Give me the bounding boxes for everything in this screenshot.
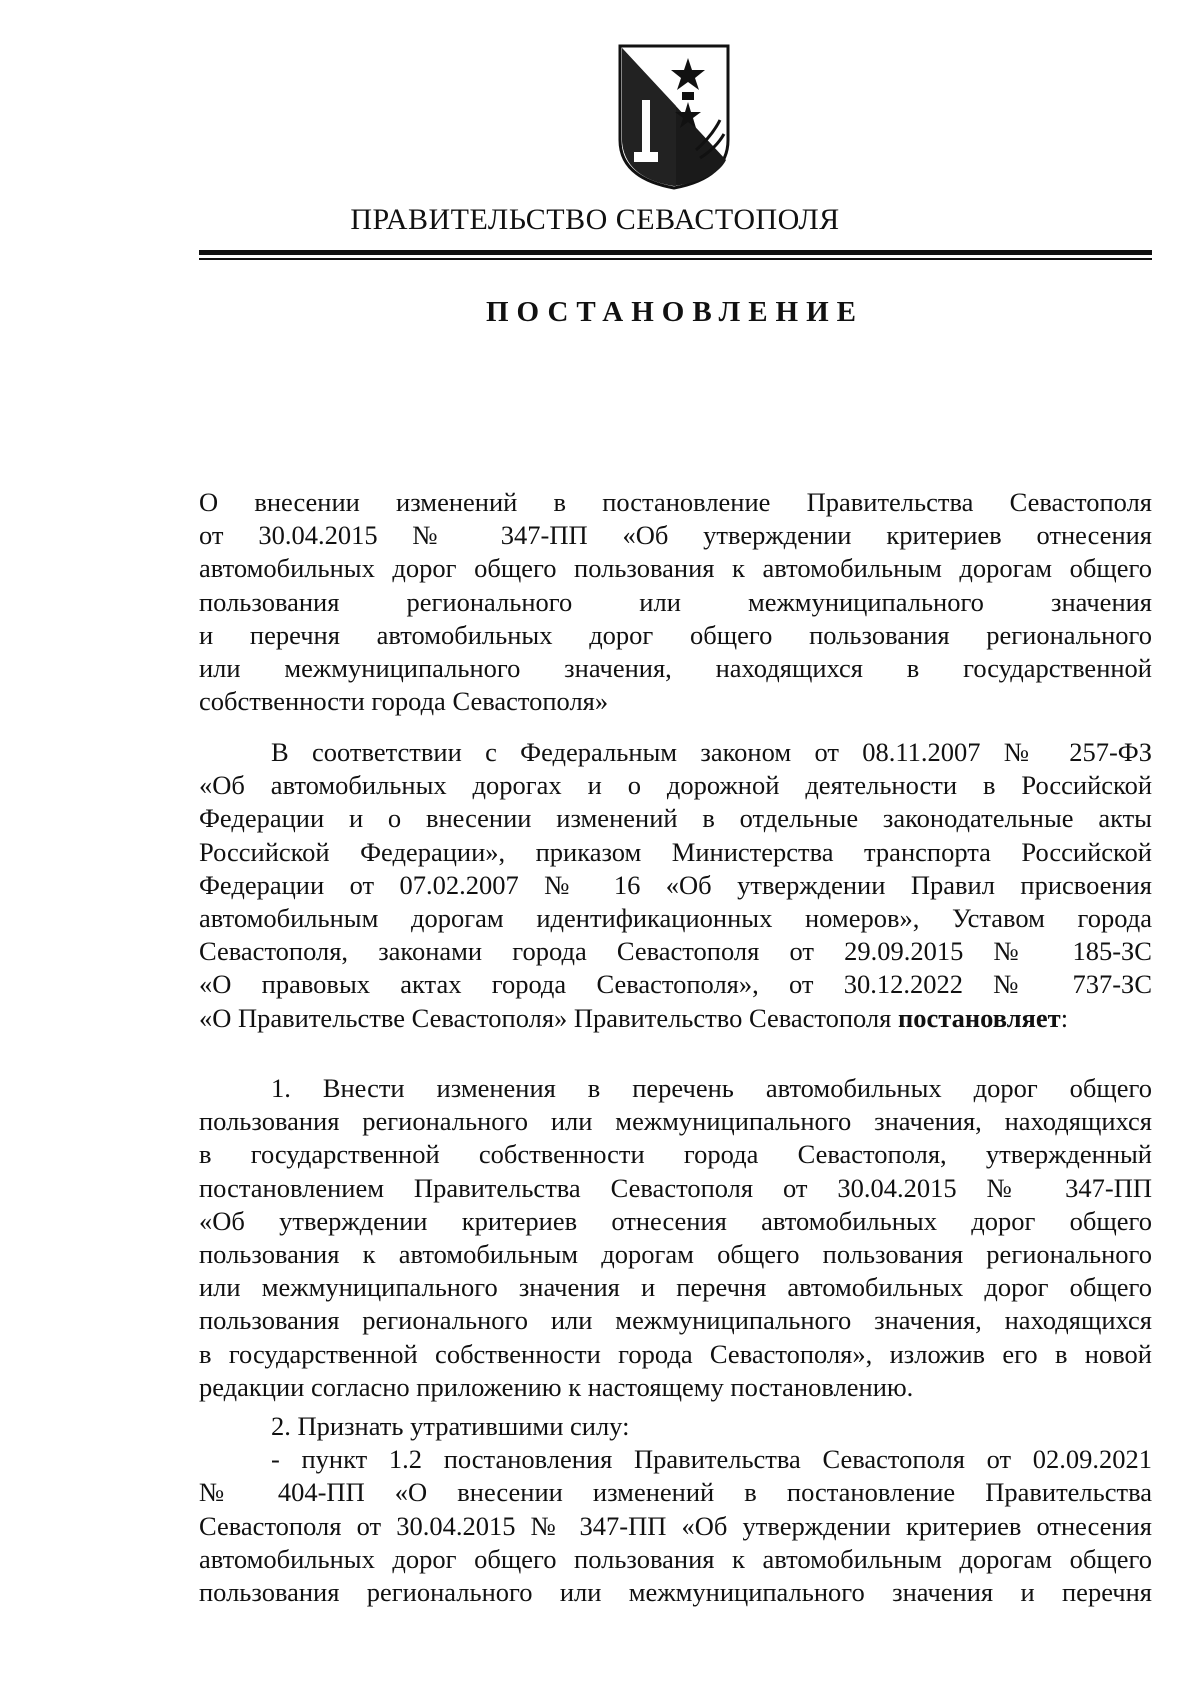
clause-1-line: в государственной собственности города Севастополя, утвержденный — [199, 1139, 1152, 1170]
clause-1-line: пользования к автомобильным дорогам общего пользования регионального — [199, 1238, 1152, 1269]
preamble-line: «О правовых актах города Севастополя», от 30.12.2022 № 737-ЗС — [199, 969, 1152, 1000]
title-line: автомобильных дорог общего пользования к автомобильным дорогам общего — [199, 553, 1152, 584]
preamble-line: автомобильным дорогам идентификационных номеров», Уставом города — [199, 902, 1152, 933]
clause-2-line: 2. Признать утратившими силу: — [271, 1411, 630, 1441]
clause-1-line: пользования регионального или межмуниципального значения, находящихся — [199, 1305, 1152, 1336]
clause-1-line: в государственной собственности города Севастополя», изложив его в новой — [199, 1338, 1152, 1369]
clause-2-line: № 404-ПП «О внесении изменений в постановление Правительства — [199, 1477, 1152, 1508]
title-line: О внесении изменений в постановление Правительства Севастополя — [199, 487, 1152, 517]
preamble-last-text: «О Правительстве Севастополя» Правительство Севастополя — [199, 1002, 898, 1033]
clause-2-line: Севастополя от 30.04.2015 № 347-ПП «Об утверждении критериев отнесения — [199, 1510, 1152, 1541]
title-line: собственности города Севастополя» — [199, 686, 609, 717]
preamble-line: Федерации от 07.02.2007 № 16 «Об утверждении Правил присвоения — [199, 869, 1152, 900]
clause-1-line: пользования регионального или межмуниципального значения, находящихся — [199, 1106, 1152, 1137]
preamble-line: «Об автомобильных дорогах и о дорожной деятельности в Российской — [199, 770, 1152, 801]
government-name: ПРАВИТЕЛЬСТВО СЕВАСТОПОЛЯ — [350, 203, 840, 236]
resolution-verb: постановляет — [898, 1002, 1061, 1033]
clause-1-line: или межмуниципального значения и перечня автомобильных дорог общего — [199, 1272, 1152, 1303]
preamble-line: Федерации и о внесении изменений в отдельные законодательные акты — [199, 803, 1152, 834]
coat-of-arms-icon — [616, 40, 734, 190]
header-rule-thick — [199, 250, 1152, 255]
clause-1-line: постановлением Правительства Севастополя от 30.04.2015 № 347-ПП — [199, 1172, 1152, 1203]
header-rule-thin — [199, 258, 1152, 260]
preamble-last-line — [199, 1002, 1152, 1035]
preamble-colon: : — [1060, 1002, 1069, 1033]
clause-2-line: автомобильных дорог общего пользования к автомобильным дорогам общего — [199, 1543, 1152, 1574]
preamble-line: В соответствии с Федеральным законом от 08.11.2007 № 257-ФЗ — [271, 737, 1152, 767]
title-line: и перечня автомобильных дорог общего пользования регионального — [199, 619, 1152, 650]
clause-2-line: - пункт 1.2 постановления Правительства Севастополя от 02.09.2021 — [271, 1444, 1152, 1475]
clause-1-line: редакции согласно приложению к настоящему постановлению. — [199, 1371, 914, 1402]
clause-1 — [199, 1072, 1152, 1404]
preamble-line: Севастополя, законами города Севастополя от 29.09.2015 № 185-ЗС — [199, 936, 1152, 967]
preamble-paragraph — [199, 736, 1152, 1035]
preamble-line: Российской Федерации», приказом Министерства транспорта Российской — [199, 836, 1152, 867]
title-line: от 30.04.2015 № 347-ПП «Об утверждении критериев отнесения — [199, 520, 1152, 551]
clause-2-line: пользования регионального или межмуниципального значения и перечня — [199, 1576, 1152, 1607]
title-line: пользования регионального или межмуниципального значения — [199, 586, 1152, 617]
title-line: или межмуниципального значения, находящихся в государственной — [199, 652, 1152, 683]
clause-1-line: 1. Внести изменения в перечень автомобильных дорог общего — [271, 1073, 1152, 1103]
clause-2 — [199, 1410, 1152, 1609]
document-title — [199, 486, 1152, 718]
document-type: ПОСТАНОВЛЕНИЕ — [485, 296, 864, 328]
clause-1-line: «Об утверждении критериев отнесения автомобильных дорог общего — [199, 1205, 1152, 1236]
